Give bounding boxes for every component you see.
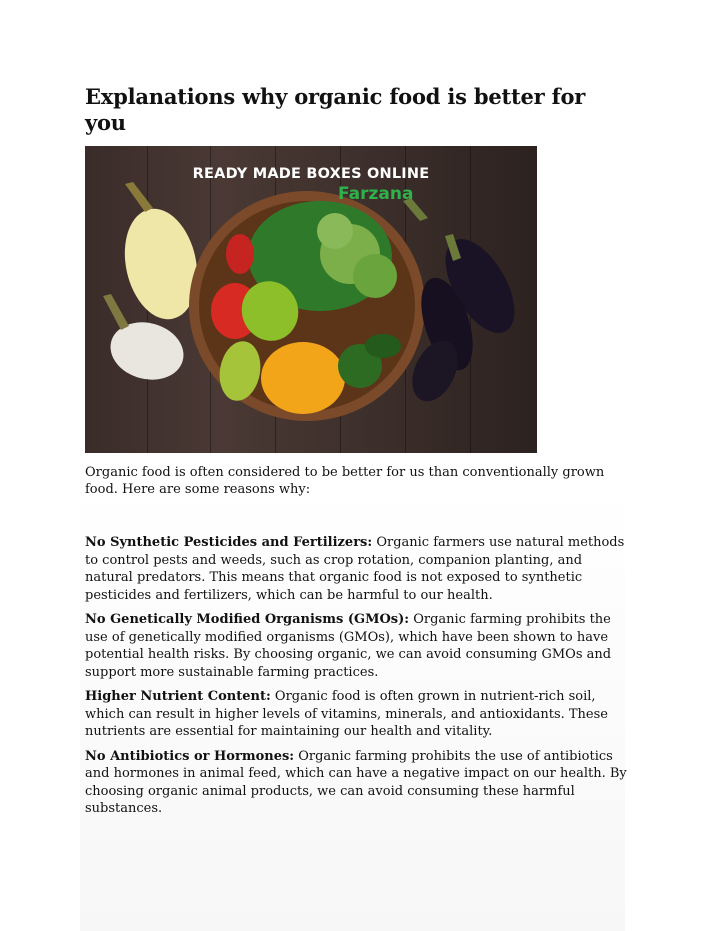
reason-item	[85, 534, 630, 604]
vegetable-basket-illustration	[85, 146, 537, 453]
reason-term: No Antibiotics or Hormones:	[85, 748, 295, 764]
reason-text: Organic farming prohibits the use of genetically modified organisms (GMOs), which have been shown to have potential health risks. By choosing organic, we can avoid consuming GMOs and support more sustainable farming practices.	[85, 612, 612, 680]
banner-brand: Farzana	[338, 184, 414, 204]
document	[85, 84, 630, 825]
reason-term: Higher Nutrient Content:	[85, 689, 271, 704]
reason-text: Organic food is often grown in nutrient-rich soil, which can result in higher levels of vitamins, minerals, and antioxidants. These nutrients are essential for maintaining our health and vitality.	[85, 689, 608, 739]
reason-item	[85, 688, 630, 741]
reason-term: No Synthetic Pesticides and Fertilizers:	[85, 535, 373, 550]
hero-image	[85, 146, 537, 453]
page-title: Explanations why organic food is better for you	[85, 84, 586, 135]
reason-item	[85, 611, 630, 681]
reason-term: No Genetically Modified Organisms (GMOs):	[85, 612, 410, 627]
reason-item	[85, 748, 630, 818]
banner-title: READY MADE BOXES ONLINE	[192, 166, 430, 182]
intro-paragraph: Organic food is often considered to be better for us than conventionally grown food. Here are some reasons why:	[85, 465, 605, 497]
reason-text: Organic farming prohibits the use of antibiotics and hormones in animal feed, which can have a negative impact on our health. By choosing organic animal products, we can avoid consuming these harmful substances.	[85, 748, 627, 816]
reason-text: Organic farmers use natural methods to control pests and weeds, such as crop rotation, companion planting, and natural predators. This means that organic food is not exposed to synthetic pesticides and fertilizers, which can be harmful to our health.	[85, 535, 625, 603]
